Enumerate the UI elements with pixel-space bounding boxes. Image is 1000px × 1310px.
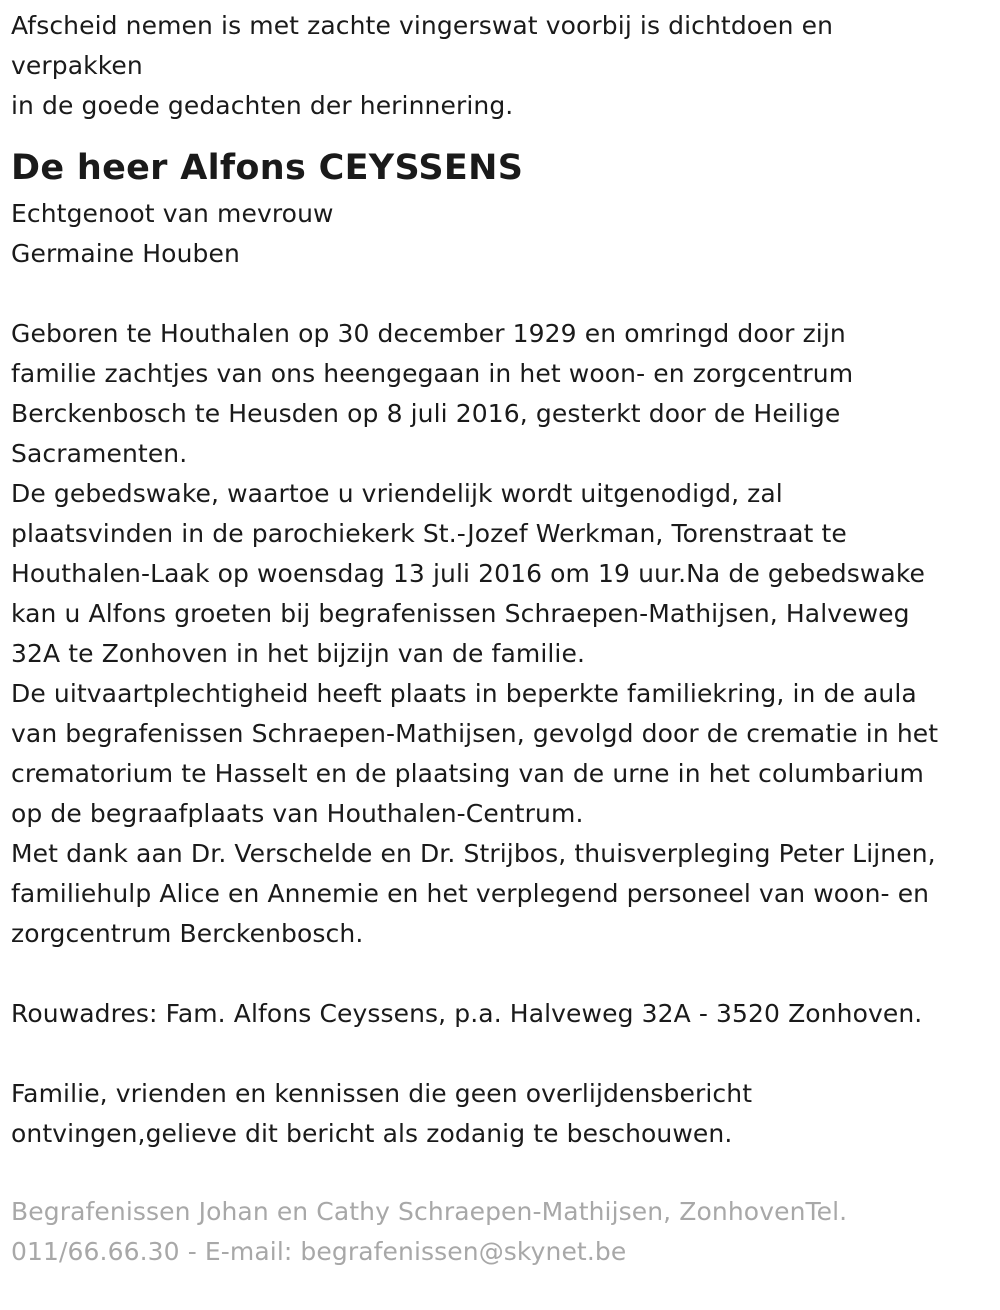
- spacer: [11, 274, 988, 314]
- body-line: plaatsvinden in de parochiekerk St.-Jozef Werkman, Torenstraat te: [11, 519, 847, 548]
- body-line: Houthalen-Laak op woensdag 13 juli 2016 om 19 uur.Na de gebedswake: [11, 559, 926, 588]
- body-line: Geboren te Houthalen op 30 december 1929 en omringd door zijn: [11, 319, 846, 348]
- body-line: familie zachtjes van ons heengegaan in het woon- en zorgcentrum: [11, 359, 854, 388]
- body-line: crematorium te Hasselt en de plaatsing van de urne in het columbarium: [11, 759, 924, 788]
- footer-line: 011/66.66.30 - E-mail: begrafenissen@skynet.be: [11, 1237, 627, 1266]
- notice-line: Familie, vrienden en kennissen die geen overlijdensbericht: [11, 1079, 753, 1108]
- intro-line: in de goede gedachten der herinnering.: [11, 91, 514, 120]
- notice-line: ontvingen,gelieve dit bericht als zodanig te beschouwen.: [11, 1119, 733, 1148]
- body-line: familiehulp Alice en Annemie en het verplegend personeel van woon- en: [11, 879, 930, 908]
- body-line: De uitvaartplechtigheid heeft plaats in beperkte familiekring, in de aula: [11, 679, 917, 708]
- spouse-line: Echtgenoot van mevrouw: [11, 199, 334, 228]
- intro-line: verpakken: [11, 51, 143, 80]
- spouse-info: [11, 194, 988, 274]
- body-line: op de begraafplaats van Houthalen-Centrum.: [11, 799, 584, 828]
- funeral-home-footer: [11, 1192, 988, 1272]
- body-line: De gebedswake, waartoe u vriendelijk wordt uitgenodigd, zal: [11, 479, 783, 508]
- notice-statement: [11, 1074, 988, 1154]
- spacer: [11, 1034, 988, 1074]
- body-line: Met dank aan Dr. Verschelde en Dr. Strijbos, thuisverpleging Peter Lijnen,: [11, 839, 936, 868]
- spacer: [11, 1154, 988, 1192]
- footer-line: Begrafenissen Johan en Cathy Schraepen-Mathijsen, ZonhovenTel.: [11, 1197, 848, 1226]
- body-line: zorgcentrum Berckenbosch.: [11, 919, 364, 948]
- body-line: Sacramenten.: [11, 439, 188, 468]
- intro-verse: [11, 6, 988, 126]
- intro-line: Afscheid nemen is met zachte vingerswat voorbij is dichtdoen en: [11, 11, 834, 40]
- body-line: Berckenbosch te Heusden op 8 juli 2016, gesterkt door de Heilige: [11, 399, 841, 428]
- mourning-address: Rouwadres: Fam. Alfons Ceyssens, p.a. Halveweg 32A - 3520 Zonhoven.: [11, 999, 923, 1028]
- body-line: 32A te Zonhoven in het bijzijn van de familie.: [11, 639, 585, 668]
- body-line: van begrafenissen Schraepen-Mathijsen, gevolgd door de crematie in het: [11, 719, 939, 748]
- body-line: kan u Alfons groeten bij begrafenissen Schraepen-Mathijsen, Halveweg: [11, 599, 910, 628]
- notice-body: [11, 314, 988, 954]
- spacer: [11, 954, 988, 994]
- spouse-line: Germaine Houben: [11, 239, 240, 268]
- deceased-name: De heer Alfons CEYSSENS: [11, 148, 524, 188]
